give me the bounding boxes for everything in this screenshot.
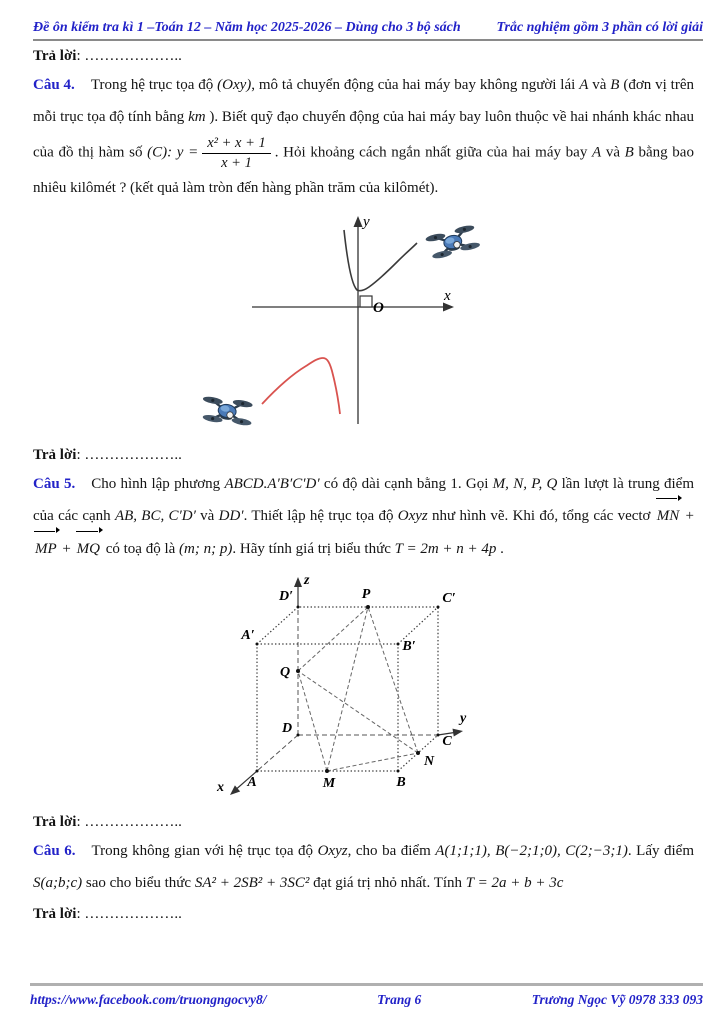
question-text: Trong không gian với hệ trục tọa độ [91,842,318,859]
math-segment: Oxyz [317,842,348,859]
vertex-label-C: C [442,733,452,749]
math-segment: B [624,144,634,161]
question-6 [33,835,694,900]
page-content [0,48,724,923]
question-text: , cho ba điểm [347,842,436,859]
z-axis [294,577,302,607]
math-segment: T = 2a + b + 3c [465,875,564,891]
x-axis-label: x [217,779,224,795]
question-text: . [496,540,504,557]
footer-page-number: Trang 6 [377,992,422,1007]
connector-lines [298,607,418,771]
vertex-label-D: D [281,720,293,736]
cube-figure [205,569,485,807]
question-text: Cho hình lập phương [91,476,225,492]
answer-dots: : ……………….. [76,48,182,64]
question-text: . Hỏi khoảng cách ngắn nhất giữa của hai máy bay [274,144,592,161]
vertex-label-C-prime: C′ [442,590,456,606]
vertex-label-B-prime: B′ [402,638,416,654]
plus-sign: + [681,508,695,525]
function-graph-figure [190,208,490,440]
footer-author: Trương Ngọc Vỹ 0978 333 093 [531,992,703,1007]
z-axis-label: z [304,572,310,588]
midpoint-label-M: M [322,775,336,791]
math-segment: AB, BC, C′D′ [114,508,196,525]
page-header [33,0,703,41]
math-segment: S(a;b;c) [33,875,83,891]
vertex-label-A-prime: A′ [241,627,255,643]
answer-label: Trả lời [33,48,77,64]
question-text: . Thiết lập hệ trục tọa độ [243,508,398,525]
question-text: và [588,77,611,93]
answer-line [33,447,694,464]
question-text: bằng bao nhiêu kilômét ? (kết quả làm tròn đến hàng phần trăm của kilômét). [33,144,694,196]
question-text: Trong hệ trục tọa độ [90,77,218,93]
math-segment: km [188,109,206,126]
y-axis [354,216,363,424]
math-segment: B [610,77,620,93]
curve-upper-branch [344,230,417,291]
vector-MP: MP [33,533,59,565]
drone-icon [199,394,255,429]
answer-dots: : ……………….. [76,906,182,923]
midpoint-label-Q: Q [279,664,291,680]
question-text: và [601,144,625,161]
x-axis [252,303,454,312]
question-5 [33,468,694,565]
math-segment: T = 2m + n + 4p [394,540,497,557]
origin-square [360,296,372,307]
answer-label: Trả lời [33,813,77,830]
question-number: Câu 5. [33,476,76,492]
curve-lower-branch [262,358,340,414]
page-footer [30,983,703,1008]
footer-link[interactable]: https://www.facebook.com/truongngocvy8/ [30,992,267,1007]
plus-sign: + [58,540,75,557]
vertex-label-A: A [247,774,257,790]
question-text: có độ dài cạnh bằng 1. Gọi [319,476,493,492]
question-text: sao cho biểu thức [82,875,195,891]
fraction-denominator: x + 1 [221,154,252,171]
math-segment: SA² + 2SB² + 3SC² [194,875,310,891]
origin-label: O [373,300,384,316]
question-text: có toạ độ là [101,540,180,557]
cube-diagram [205,569,485,807]
header-right-text: Trắc nghiệm gồm 3 phần có lời giải [496,20,703,35]
answer-line [33,48,694,65]
header-left-text: Đề ôn kiểm tra kì 1 –Toán 12 – Năm học 2025-2026 – Dùng cho 3 bộ sách [33,20,461,35]
answer-label: Trả lời [33,906,77,923]
midpoint-label-P: P [361,586,371,602]
math-segment: M, N, P, Q [492,476,558,492]
midpoint-label-N: N [424,753,435,769]
question-text: đạt giá trị nhỏ nhất. Tính [309,875,466,891]
math-segment: A(1;1;1), B(−2;1;0), C(2;−3;1) [435,842,628,859]
math-segment: (m; n; p) [179,540,233,557]
vertex-label-D-prime: D′ [278,588,294,604]
y-axis-label: y [363,214,370,230]
vector-MQ: MQ [75,533,102,565]
math-segment: (Oxy) [217,77,252,93]
question-text: và [195,508,219,525]
answer-line [33,814,694,831]
question-text: lần lượt là trung điểm của các cạnh [33,476,694,525]
math-segment: ABCD.A′B′C′D′ [224,476,320,492]
fraction-numerator: x² + x + 1 [202,134,271,154]
answer-dots: : ……………….. [76,813,182,830]
math-segment: A [579,77,589,93]
answer-label: Trả lời [33,447,77,463]
math-segment: A [591,144,602,161]
question-number: Câu 6. [33,842,76,859]
question-text: như hình vẽ. Khi đó, tổng các vectơ [427,508,655,525]
vector-MN: MN [655,500,682,532]
y-axis-label: y [460,710,467,726]
question-number: Câu 4. [33,77,75,93]
answer-line [33,906,694,923]
question-text: , mô tả chuyển động của hai máy bay không người lái [251,77,580,93]
function-graph [190,208,490,440]
math-segment: (C): y = [147,144,199,161]
question-text: . Lấy điểm [627,842,695,859]
fraction [202,134,271,172]
question-text: ). Biết quỹ đạo chuyển động của hai máy bay luôn thuộc về hai nhánh khác nhau của đồ thị hàm số [33,109,694,161]
drone-icon [425,224,481,261]
math-segment: Oxyz [397,508,428,525]
math-segment: DD′ [218,508,244,525]
answer-dots: : ……………….. [76,447,182,463]
x-axis-label: x [444,288,451,304]
vertex-label-B: B [396,774,406,790]
question-text: . Hãy tính giá trị biểu thức [232,540,395,557]
question-text: (đơn vị trên mỗi trục tọa độ tính bằng [33,77,694,126]
question-4 [33,69,694,204]
